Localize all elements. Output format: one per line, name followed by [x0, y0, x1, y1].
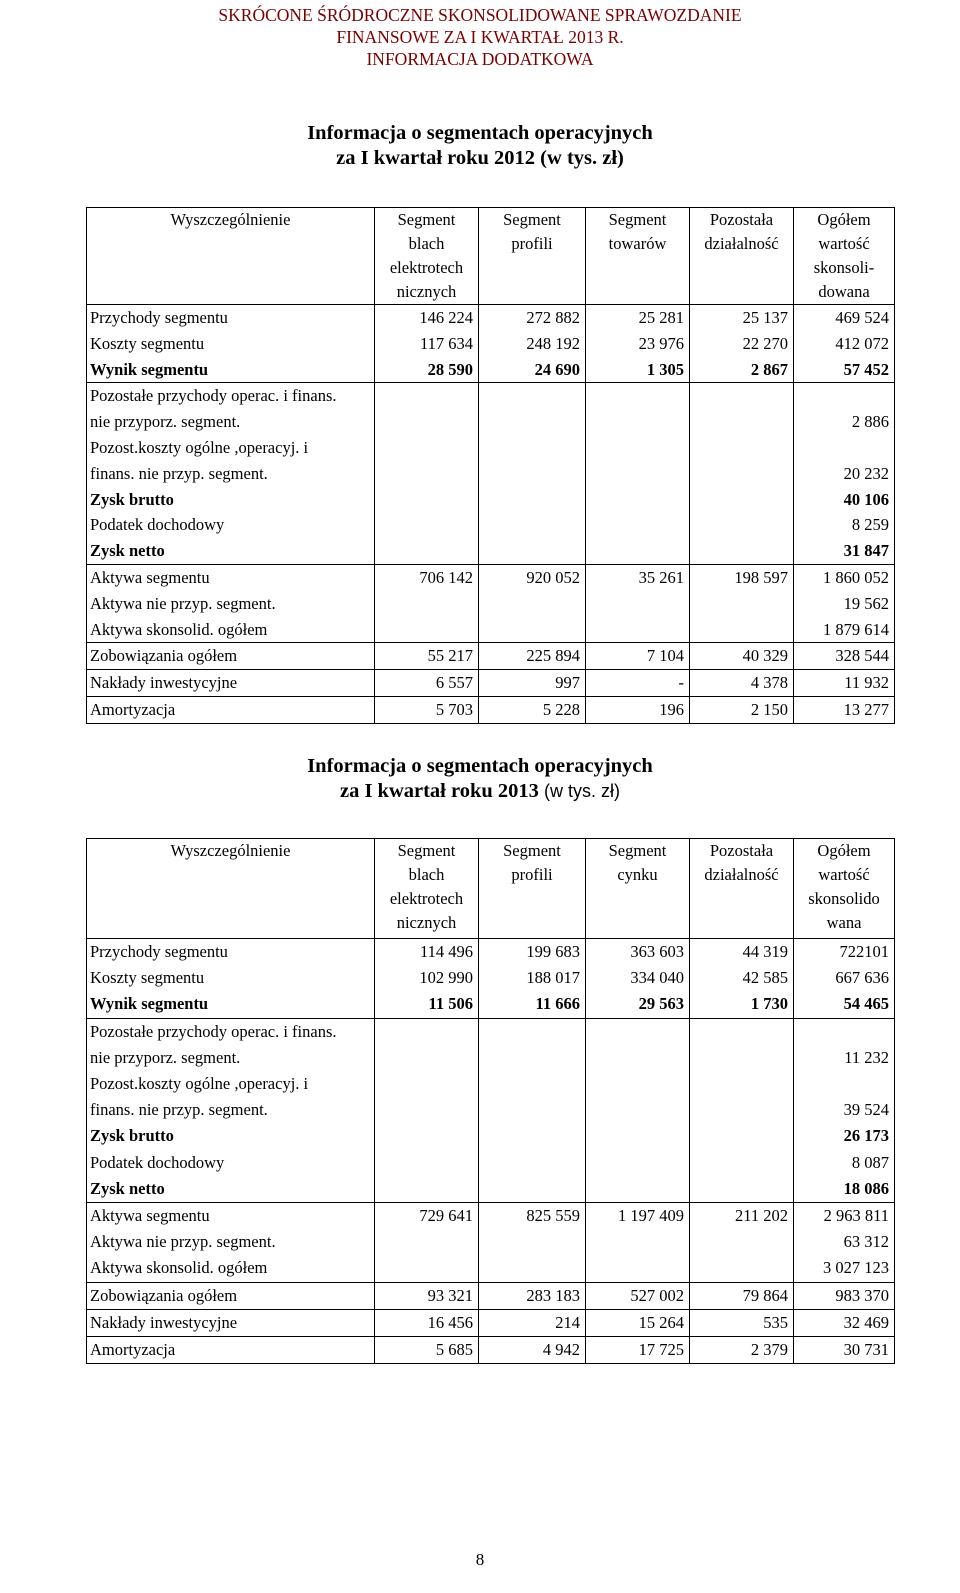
cell-value: 39 524	[794, 1071, 895, 1123]
cell-value	[375, 383, 479, 435]
cell-value: 283 183	[479, 1282, 586, 1309]
col-header: Segment blach elektrotech nicznych	[375, 208, 479, 305]
cell-value: 55 217	[375, 643, 479, 670]
section-title-2013	[0, 754, 960, 804]
cell-value: 248 192	[479, 331, 586, 357]
cell-value: 825 559	[479, 1203, 586, 1230]
cell-value: 4 942	[479, 1337, 586, 1364]
cell-value: 23 976	[586, 331, 690, 357]
cell-value	[690, 1071, 794, 1123]
cell-value	[479, 1018, 586, 1071]
table-row	[87, 696, 895, 723]
col-header: Pozostała działalność	[690, 208, 794, 305]
cell-value: 57 452	[794, 357, 895, 383]
cell-value: 328 544	[794, 643, 895, 670]
cell-value: 1 879 614	[794, 617, 895, 643]
header-line-1: SKRÓCONE ŚRÓDROCZNE SKONSOLIDOWANE SPRAWOZDANIE	[218, 5, 742, 25]
cell-value: 40 329	[690, 643, 794, 670]
title-2012-line-1: Informacja o segmentach operacyjnych	[307, 122, 653, 144]
cell-value	[479, 1229, 586, 1255]
cell-value: 198 597	[690, 564, 794, 590]
cell-value: 146 224	[375, 305, 479, 331]
cell-value	[375, 1071, 479, 1123]
row-label: Wynik segmentu	[87, 357, 375, 383]
table-2013-header-row	[87, 839, 895, 939]
cell-value: 5 685	[375, 1337, 479, 1364]
page-number: 8	[475, 1550, 485, 1569]
cell-value	[479, 617, 586, 643]
cell-value: 63 312	[794, 1229, 895, 1255]
cell-value	[690, 1150, 794, 1176]
cell-value	[690, 538, 794, 564]
cell-value	[586, 487, 690, 513]
title-2013-main: za I kwartał roku 2013	[339, 780, 539, 802]
cell-value: 25 137	[690, 305, 794, 331]
col-header: Segment cynku	[586, 839, 690, 939]
cell-value	[690, 383, 794, 435]
table-row	[87, 965, 895, 991]
cell-value: 15 264	[586, 1309, 690, 1336]
row-label: Koszty segmentu	[87, 331, 375, 357]
cell-value	[375, 487, 479, 513]
row-label: Zysk brutto	[87, 1123, 375, 1149]
cell-value: 16 456	[375, 1309, 479, 1336]
cell-value	[586, 1150, 690, 1176]
cell-value	[375, 591, 479, 617]
cell-value: 18 086	[794, 1176, 895, 1203]
cell-value: 26 173	[794, 1123, 895, 1149]
row-label: Wynik segmentu	[87, 991, 375, 1018]
cell-value: 44 319	[690, 939, 794, 966]
table-2012-header-row	[87, 208, 895, 305]
table-row	[87, 487, 895, 513]
row-label: Przychody segmentu	[87, 305, 375, 331]
cell-value: 3 027 123	[794, 1255, 895, 1282]
cell-value	[586, 383, 690, 435]
cell-value	[690, 1018, 794, 1071]
cell-value	[375, 1255, 479, 1282]
table-row	[87, 617, 895, 643]
cell-value: 11 232	[794, 1018, 895, 1071]
cell-value: 527 002	[586, 1282, 690, 1309]
cell-value	[690, 617, 794, 643]
cell-value: 114 496	[375, 939, 479, 966]
cell-value: 4 378	[690, 670, 794, 697]
cell-value: 42 585	[690, 965, 794, 991]
title-2013-unit: (w tys. zł)	[544, 781, 621, 801]
col-header: Wyszczególnienie	[87, 839, 375, 939]
section-title-2012	[0, 121, 960, 171]
cell-value: 6 557	[375, 670, 479, 697]
cell-value: 54 465	[794, 991, 895, 1018]
cell-value: 24 690	[479, 357, 586, 383]
col-header: Pozostała działalność	[690, 839, 794, 939]
row-label: Aktywa nie przyp. segment.	[87, 1229, 375, 1255]
cell-value: 20 232	[794, 435, 895, 487]
cell-value: 11 932	[794, 670, 895, 697]
table-row	[87, 1255, 895, 1282]
cell-value: 2 150	[690, 696, 794, 723]
cell-value: 199 683	[479, 939, 586, 966]
row-label: Aktywa skonsolid. ogółem	[87, 617, 375, 643]
cell-value: 117 634	[375, 331, 479, 357]
col-header: Segment blach elektrotech nicznych	[375, 839, 479, 939]
table-row	[87, 1018, 895, 1071]
cell-value: 706 142	[375, 564, 479, 590]
cell-value: 272 882	[479, 305, 586, 331]
row-label: Amortyzacja	[87, 696, 375, 723]
cell-value	[690, 487, 794, 513]
cell-value	[479, 1176, 586, 1203]
cell-value: 8 259	[794, 512, 895, 538]
row-label: Zobowiązania ogółem	[87, 643, 375, 670]
cell-value: 1 305	[586, 357, 690, 383]
cell-value	[690, 1123, 794, 1149]
table-row	[87, 1229, 895, 1255]
cell-value	[479, 1071, 586, 1123]
cell-value: 1 197 409	[586, 1203, 690, 1230]
table-row	[87, 1176, 895, 1203]
cell-value	[479, 512, 586, 538]
cell-value	[586, 1229, 690, 1255]
cell-value: 29 563	[586, 991, 690, 1018]
title-2013-line-1: Informacja o segmentach operacyjnych	[307, 755, 653, 777]
cell-value: 412 072	[794, 331, 895, 357]
row-label: Nakłady inwestycyjne	[87, 670, 375, 697]
cell-value: 997	[479, 670, 586, 697]
cell-value	[375, 538, 479, 564]
cell-value	[690, 1229, 794, 1255]
row-label: Zysk netto	[87, 538, 375, 564]
col-header: Segment profili	[479, 839, 586, 939]
segments-table-2013	[86, 838, 895, 1364]
cell-value	[479, 383, 586, 435]
col-header: Segment towarów	[586, 208, 690, 305]
table-row	[87, 1282, 895, 1309]
cell-value	[479, 487, 586, 513]
header-line-2: FINANSOWE ZA I KWARTAŁ 2013 R.	[336, 27, 624, 47]
cell-value	[375, 1229, 479, 1255]
cell-value: 188 017	[479, 965, 586, 991]
table-row	[87, 1309, 895, 1336]
table-row	[87, 1337, 895, 1364]
cell-value: 40 106	[794, 487, 895, 513]
cell-value: 225 894	[479, 643, 586, 670]
cell-value: 32 469	[794, 1309, 895, 1336]
col-header: Wyszczególnienie	[87, 208, 375, 305]
cell-value: 11 666	[479, 991, 586, 1018]
title-2012-line-2: za I kwartał roku 2012 (w tys. zł)	[336, 147, 624, 169]
cell-value: -	[586, 670, 690, 697]
cell-value: 7 104	[586, 643, 690, 670]
table-row	[87, 591, 895, 617]
table-row	[87, 991, 895, 1018]
table-row	[87, 357, 895, 383]
cell-value: 214	[479, 1309, 586, 1336]
cell-value: 8 087	[794, 1150, 895, 1176]
cell-value: 2 379	[690, 1337, 794, 1364]
cell-value: 93 321	[375, 1282, 479, 1309]
title-2013-line-2	[0, 779, 960, 804]
cell-value	[586, 538, 690, 564]
cell-value: 13 277	[794, 696, 895, 723]
cell-value	[375, 512, 479, 538]
table-row	[87, 670, 895, 697]
cell-value	[586, 1018, 690, 1071]
table-row	[87, 1071, 895, 1123]
row-label: Przychody segmentu	[87, 939, 375, 966]
cell-value	[690, 435, 794, 487]
cell-value: 28 590	[375, 357, 479, 383]
row-label: Aktywa segmentu	[87, 1203, 375, 1230]
table-row	[87, 1203, 895, 1230]
cell-value	[586, 591, 690, 617]
row-label: Podatek dochodowy	[87, 1150, 375, 1176]
cell-value	[375, 617, 479, 643]
cell-value	[375, 1018, 479, 1071]
table-row	[87, 331, 895, 357]
cell-value	[690, 512, 794, 538]
row-label: Aktywa segmentu	[87, 564, 375, 590]
cell-value: 2 886	[794, 383, 895, 435]
cell-value	[586, 1123, 690, 1149]
cell-value: 722101	[794, 939, 895, 966]
row-label: Podatek dochodowy	[87, 512, 375, 538]
table-row	[87, 538, 895, 564]
segments-table-2012	[86, 207, 895, 724]
report-header	[0, 4, 960, 70]
cell-value	[375, 1176, 479, 1203]
cell-value	[479, 538, 586, 564]
row-label: Pozost.koszty ogólne ,operacyj. i finans. nie przyp. segment.	[87, 1071, 375, 1123]
row-label: Zysk brutto	[87, 487, 375, 513]
cell-value: 2 867	[690, 357, 794, 383]
cell-value: 79 864	[690, 1282, 794, 1309]
cell-value: 535	[690, 1309, 794, 1336]
table-row	[87, 435, 895, 487]
row-label: Amortyzacja	[87, 1337, 375, 1364]
row-label: Nakłady inwestycyjne	[87, 1309, 375, 1336]
cell-value	[479, 1255, 586, 1282]
cell-value	[586, 435, 690, 487]
cell-value	[690, 1255, 794, 1282]
table-row	[87, 1123, 895, 1149]
table-row	[87, 383, 895, 435]
cell-value: 196	[586, 696, 690, 723]
cell-value	[586, 1176, 690, 1203]
col-header: Segment profili	[479, 208, 586, 305]
row-label: Pozostałe przychody operac. i finans. nie przyporz. segment.	[87, 383, 375, 435]
cell-value: 11 506	[375, 991, 479, 1018]
cell-value: 920 052	[479, 564, 586, 590]
cell-value: 5 703	[375, 696, 479, 723]
cell-value: 667 636	[794, 965, 895, 991]
cell-value: 1 730	[690, 991, 794, 1018]
cell-value: 334 040	[586, 965, 690, 991]
row-label: Zysk netto	[87, 1176, 375, 1203]
cell-value	[479, 435, 586, 487]
row-label: Zobowiązania ogółem	[87, 1282, 375, 1309]
cell-value: 211 202	[690, 1203, 794, 1230]
cell-value: 25 281	[586, 305, 690, 331]
cell-value	[479, 1150, 586, 1176]
cell-value: 22 270	[690, 331, 794, 357]
cell-value	[690, 1176, 794, 1203]
header-line-3: INFORMACJA DODATKOWA	[366, 49, 594, 69]
table-row	[87, 939, 895, 966]
row-label: Pozost.koszty ogólne ,operacyj. i finans. nie przyp. segment.	[87, 435, 375, 487]
cell-value: 729 641	[375, 1203, 479, 1230]
table-row	[87, 1150, 895, 1176]
col-header: Ogółem wartość skonsolido wana	[794, 839, 895, 939]
cell-value: 30 731	[794, 1337, 895, 1364]
cell-value: 363 603	[586, 939, 690, 966]
row-label: Pozostałe przychody operac. i finans. nie przyporz. segment.	[87, 1018, 375, 1071]
table-row	[87, 512, 895, 538]
cell-value	[479, 591, 586, 617]
cell-value	[479, 1123, 586, 1149]
cell-value	[375, 435, 479, 487]
cell-value	[586, 1071, 690, 1123]
cell-value	[586, 1255, 690, 1282]
cell-value: 35 261	[586, 564, 690, 590]
cell-value	[586, 512, 690, 538]
cell-value: 469 524	[794, 305, 895, 331]
cell-value: 19 562	[794, 591, 895, 617]
cell-value: 17 725	[586, 1337, 690, 1364]
cell-value	[375, 1123, 479, 1149]
cell-value: 31 847	[794, 538, 895, 564]
cell-value	[690, 591, 794, 617]
cell-value: 102 990	[375, 965, 479, 991]
cell-value: 5 228	[479, 696, 586, 723]
cell-value: 983 370	[794, 1282, 895, 1309]
col-header: Ogółem wartość skonsoli-dowana	[794, 208, 895, 305]
table-row	[87, 305, 895, 331]
cell-value: 2 963 811	[794, 1203, 895, 1230]
table-row	[87, 564, 895, 590]
cell-value	[375, 1150, 479, 1176]
cell-value: 1 860 052	[794, 564, 895, 590]
row-label: Koszty segmentu	[87, 965, 375, 991]
table-row	[87, 643, 895, 670]
cell-value	[586, 617, 690, 643]
row-label: Aktywa skonsolid. ogółem	[87, 1255, 375, 1282]
row-label: Aktywa nie przyp. segment.	[87, 591, 375, 617]
